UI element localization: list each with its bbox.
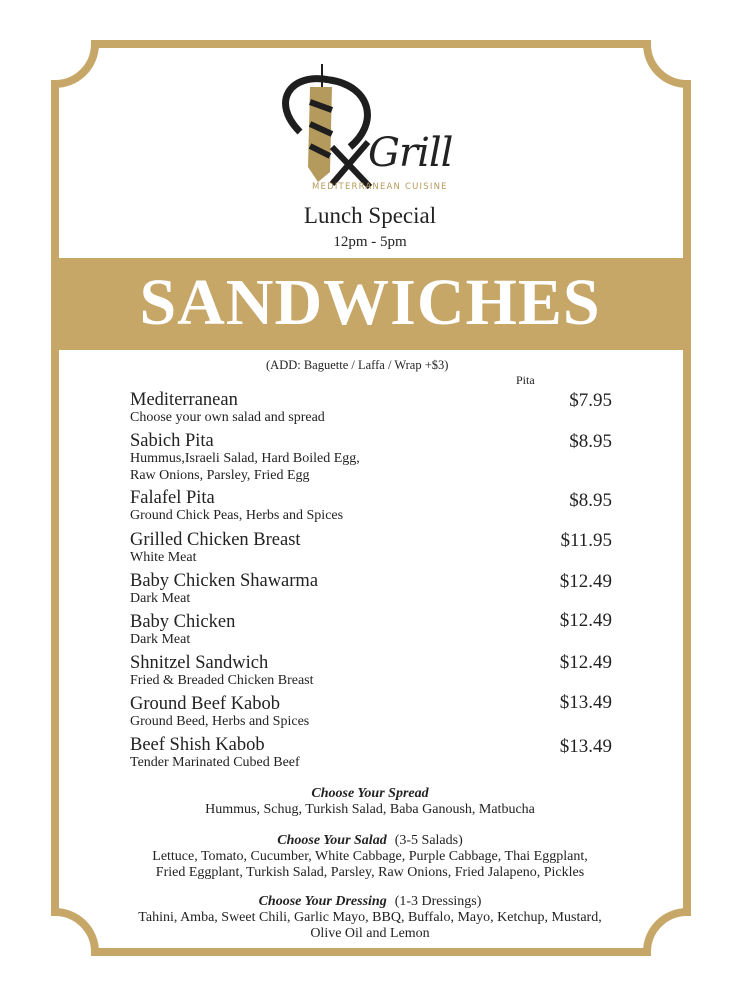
item-price: $12.49 (559, 610, 612, 631)
option-section (0, 831, 740, 881)
item-name: Falafel Pita (130, 488, 215, 508)
item-description: Raw Onions, Parsley, Fried Egg (130, 468, 310, 483)
option-section (0, 892, 740, 942)
item-name: Grilled Chicken Breast (130, 530, 301, 550)
menu-hours: 12pm - 5pm (333, 234, 407, 250)
item-name: Shnitzel Sandwich (130, 653, 269, 673)
item-description: Fried & Breaded Chicken Breast (130, 673, 314, 688)
item-price: $8.95 (569, 490, 612, 511)
item-price: $13.49 (559, 736, 612, 757)
item-name: Baby Chicken Shawarma (130, 571, 319, 591)
add-on-note: (ADD: Baguette / Laffa / Wrap +$3) (266, 358, 449, 372)
item-description: Ground Chick Peas, Herbs and Spices (130, 508, 344, 523)
section-note: (1-3 Dressings) (394, 894, 482, 909)
section-line: Olive Oil and Lemon (310, 926, 430, 941)
item-price: $12.49 (559, 571, 612, 592)
item-price: $11.95 (560, 530, 612, 551)
item-price: $8.95 (569, 431, 612, 452)
item-name: Mediterranean (130, 390, 238, 410)
section-heading: Choose Your Salad (277, 833, 387, 848)
item-name: Baby Chicken (130, 612, 236, 632)
category-title: SANDWICHES (139, 266, 601, 339)
item-price: $12.49 (559, 652, 612, 673)
menu-title: Lunch Special (303, 203, 437, 228)
item-description: Dark Meat (130, 591, 191, 606)
item-description: White Meat (130, 550, 197, 565)
section-line: Fried Eggplant, Turkish Salad, Parsley, Raw Onions, Fried Jalapeno, Pickles (155, 865, 585, 880)
item-description: Ground Beed, Herbs and Spices (130, 714, 310, 729)
section-note: (3-5 Salads) (394, 833, 463, 848)
brand-name: Grill (368, 130, 453, 176)
item-description: Dark Meat (130, 632, 191, 647)
section-line: Lettuce, Tomato, Cucumber, White Cabbage, Purple Cabbage, Thai Eggplant, (152, 849, 588, 864)
item-description: Hummus,Israeli Salad, Hard Boiled Egg, (130, 451, 360, 466)
item-name: Ground Beef Kabob (130, 694, 281, 714)
price-column-header: Pita (516, 373, 535, 387)
brand-tagline: MEDITERRANEAN CUISINE (312, 182, 448, 192)
item-description: Tender Marinated Cubed Beef (130, 755, 300, 770)
section-line: Tahini, Amba, Sweet Chili, Garlic Mayo, BBQ, Buffalo, Mayo, Ketchup, Mustard, (138, 910, 602, 925)
item-name: Sabich Pita (130, 431, 214, 451)
item-price: $13.49 (559, 692, 612, 713)
item-name: Beef Shish Kabob (130, 735, 265, 755)
section-line: Hummus, Schug, Turkish Salad, Baba Ganoush, Matbucha (205, 802, 535, 817)
item-price: $7.95 (569, 390, 612, 411)
option-section (0, 784, 740, 818)
section-heading: Choose Your Spread (311, 786, 429, 801)
item-description: Choose your own salad and spread (130, 410, 325, 425)
section-heading: Choose Your Dressing (258, 894, 387, 909)
